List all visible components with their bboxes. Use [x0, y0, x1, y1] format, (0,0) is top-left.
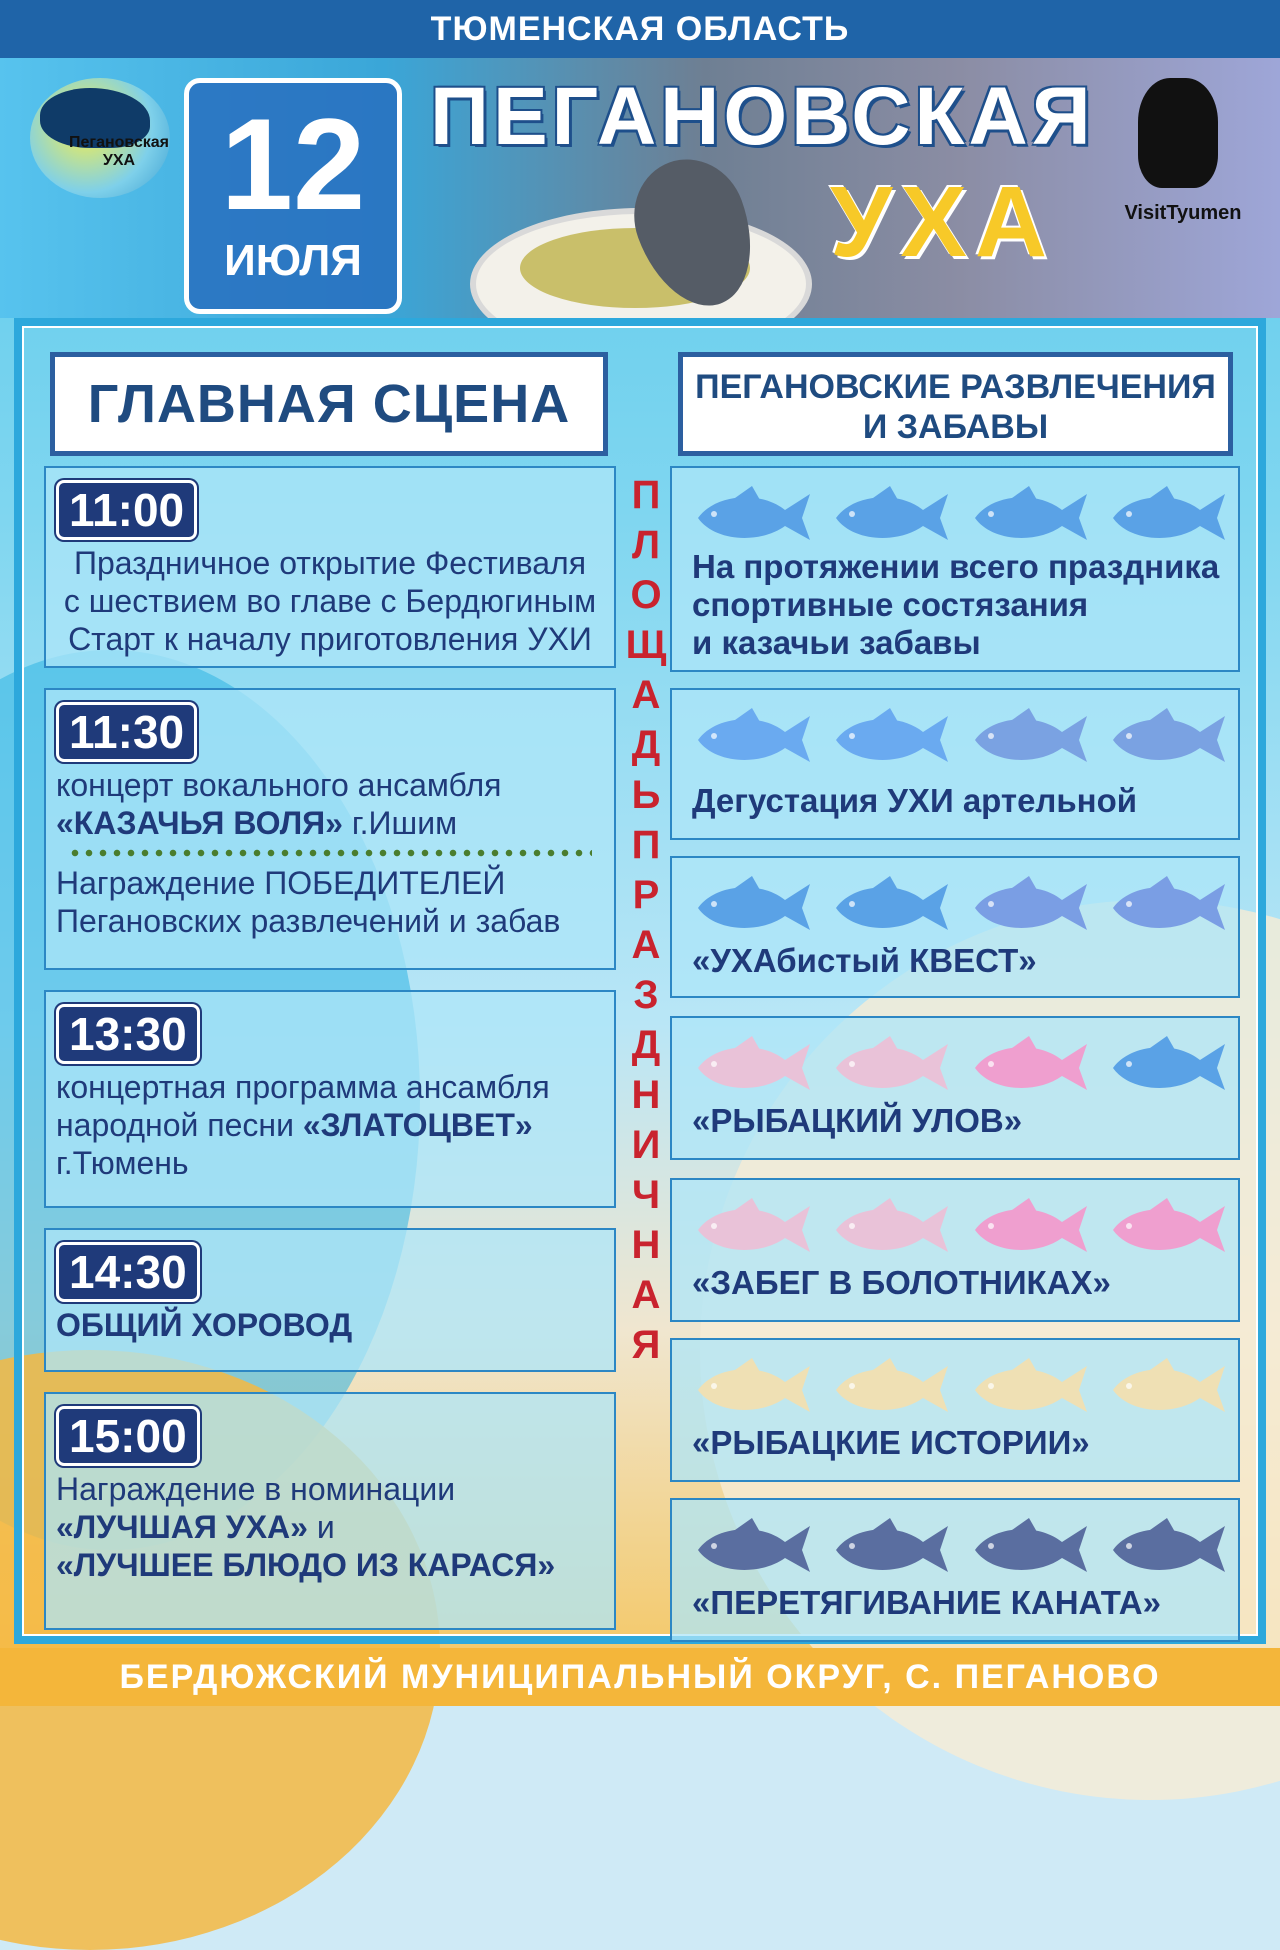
fish-icon [828, 706, 953, 770]
fish-icon [1105, 1356, 1230, 1420]
event-card [44, 1228, 616, 1372]
event-line: Награждение в номинации [56, 1471, 456, 1507]
activity-line: и казачьи забавы [692, 624, 981, 661]
fish-icon [967, 1516, 1092, 1580]
vertical-label-letter: Н [631, 1223, 661, 1267]
activity-card [670, 1498, 1240, 1642]
entertainment-heading-line1: ПЕГАНОВСКИЕ РАЗВЛЕЧЕНИЯ [695, 368, 1216, 406]
activity-card [670, 856, 1240, 998]
event-time: 14:30 [56, 1242, 200, 1302]
vertical-label-letter: Л [631, 523, 661, 567]
event-description [46, 1064, 614, 1182]
activity-text: «УХАбистый КВЕСТ» [692, 942, 1037, 979]
date-badge [184, 78, 402, 314]
festival-logo [30, 78, 170, 198]
event-time: 11:30 [56, 702, 197, 762]
vertical-label-letter: А [631, 923, 661, 967]
ensemble-name: «КАЗАЧЬЯ ВОЛЯ» [56, 805, 343, 841]
event-card [44, 1392, 616, 1630]
fish-icon [828, 1034, 953, 1098]
visittyumen-logo [1108, 78, 1258, 238]
vertical-label-letter: Ь [631, 773, 661, 817]
fish-icon [690, 1356, 815, 1420]
date-day: 12 [220, 91, 366, 237]
event-line: концерт вокального ансамбля [56, 767, 502, 803]
fish-icon [1105, 1196, 1230, 1260]
event-line: концертная программа ансамбля [56, 1069, 550, 1105]
fish-row [690, 1034, 1230, 1104]
fish-icon [690, 1516, 815, 1580]
fish-icon [690, 706, 815, 770]
vertical-label-letter: Щ [625, 623, 667, 667]
activity-card [670, 688, 1240, 840]
fish-icon [967, 1034, 1092, 1098]
activity-text [692, 548, 1219, 662]
vertical-label-letter: Я [631, 1323, 661, 1367]
fish-icon [828, 484, 953, 548]
vertical-label-letter: О [630, 573, 662, 617]
fish-icon [967, 874, 1092, 938]
event-text: и [307, 1509, 335, 1545]
activity-line: спортивные состязания [692, 586, 1089, 623]
event-line: Награждение ПОБЕДИТЕЛЕЙ [56, 865, 506, 901]
activity-line: На протяжении всего праздника [692, 548, 1220, 585]
activity-text: «РЫБАЦКИЙ УЛОВ» [692, 1102, 1023, 1139]
event-description: ОБЩИЙ ХОРОВОД [56, 1307, 353, 1343]
event-line: Праздничное открытие Фестиваля [73, 545, 587, 581]
fish-icon [690, 1196, 815, 1260]
festival-square-vertical-label [622, 470, 670, 1370]
event-card [44, 688, 616, 970]
vertical-label-letter: П [631, 823, 661, 867]
visittyumen-logo-text: VisitTyumen [1124, 202, 1242, 224]
event-line [56, 804, 604, 842]
activity-text: «ПЕРЕТЯГИВАНИЕ КАНАТА» [692, 1584, 1161, 1621]
fish-icon [1105, 874, 1230, 938]
fish-row [690, 1196, 1230, 1266]
fish-icon [967, 1196, 1092, 1260]
date-month: ИЮЛЯ [224, 236, 362, 285]
sable-silhouette-icon [1138, 78, 1218, 188]
fish-row [690, 706, 1230, 776]
fish-icon [828, 874, 953, 938]
fish-row [690, 874, 1230, 944]
event-description [46, 762, 614, 842]
fish-icon [967, 1356, 1092, 1420]
vertical-label-letter: П [631, 473, 661, 517]
vertical-label-letter: Н [631, 1073, 661, 1117]
event-text: народной песни [56, 1107, 303, 1143]
bottom-banner: БЕРДЮЖСКИЙ МУНИЦИПАЛЬНЫЙ ОКРУГ, С. ПЕГАНОВО [0, 1648, 1280, 1706]
ensemble-name: «ЗЛАТОЦВЕТ» [302, 1107, 533, 1143]
vertical-label-letter: Д [631, 723, 661, 767]
fish-icon [690, 1034, 815, 1098]
activity-card [670, 1178, 1240, 1322]
fish-icon [967, 706, 1092, 770]
event-line [56, 1106, 604, 1144]
festival-title-line2: УХА [830, 166, 1056, 278]
event-card [44, 990, 616, 1208]
ensemble-city: г.Ишим [342, 805, 458, 841]
event-time: 15:00 [56, 1406, 200, 1466]
festival-logo-text: Пегановская УХА [69, 134, 169, 169]
festival-title-line1: ПЕГАНОВСКАЯ [430, 71, 1095, 162]
event-description [46, 1466, 614, 1584]
vertical-label-letter: Р [632, 873, 660, 917]
fish-icon [967, 484, 1092, 548]
award-name: «ЛУЧШЕЕ БЛЮДО ИЗ КАРАСЯ» [56, 1547, 556, 1583]
fish-row [690, 1516, 1230, 1586]
event-line: Старт к началу приготовления УХИ [68, 621, 592, 657]
event-time: 13:30 [56, 1004, 200, 1064]
fish-row [690, 1356, 1230, 1426]
event-description [46, 864, 614, 940]
fish-icon [828, 1516, 953, 1580]
vertical-label-letter: Ч [631, 1173, 661, 1217]
entertainment-heading-line2: И ЗАБАВЫ [862, 408, 1049, 446]
vertical-label-letter: А [631, 673, 661, 717]
activity-text: Дегустация УХИ артельной [692, 782, 1138, 819]
vertical-label-letter: А [631, 1273, 661, 1317]
event-time: 11:00 [56, 480, 197, 540]
event-line: г.Тюмень [56, 1145, 189, 1181]
fish-icon [1105, 1034, 1230, 1098]
vertical-label-letter: И [631, 1123, 661, 1167]
event-line [56, 1508, 604, 1546]
fish-icon [690, 484, 815, 548]
fish-icon [690, 874, 815, 938]
top-banner: ТЮМЕНСКАЯ ОБЛАСТЬ [0, 0, 1280, 58]
event-card [44, 466, 616, 668]
activity-text: «РЫБАЦКИЕ ИСТОРИИ» [692, 1424, 1090, 1461]
fish-row [690, 484, 1230, 554]
fish-icon [1105, 1516, 1230, 1580]
activity-card [670, 1338, 1240, 1482]
award-name: «ЛУЧШАЯ УХА» [56, 1509, 308, 1545]
vertical-label-letter: З [633, 973, 659, 1017]
activity-card [670, 466, 1240, 672]
main-stage-heading: ГЛАВНАЯ СЦЕНА [50, 352, 608, 456]
entertainment-heading [678, 352, 1233, 456]
fish-icon [1105, 484, 1230, 548]
event-line: Пегановских развлечений и забав [56, 903, 561, 939]
vertical-label-letter: Д [631, 1023, 661, 1067]
activity-text: «ЗАБЕГ В БОЛОТНИКАХ» [692, 1264, 1111, 1301]
activity-card [670, 1016, 1240, 1160]
event-description [46, 540, 614, 658]
fish-icon [1105, 706, 1230, 770]
dotted-divider [68, 848, 592, 858]
event-line: с шествием во главе с Бердюгиным [63, 583, 597, 619]
fish-icon [828, 1196, 953, 1260]
fish-icon [828, 1356, 953, 1420]
